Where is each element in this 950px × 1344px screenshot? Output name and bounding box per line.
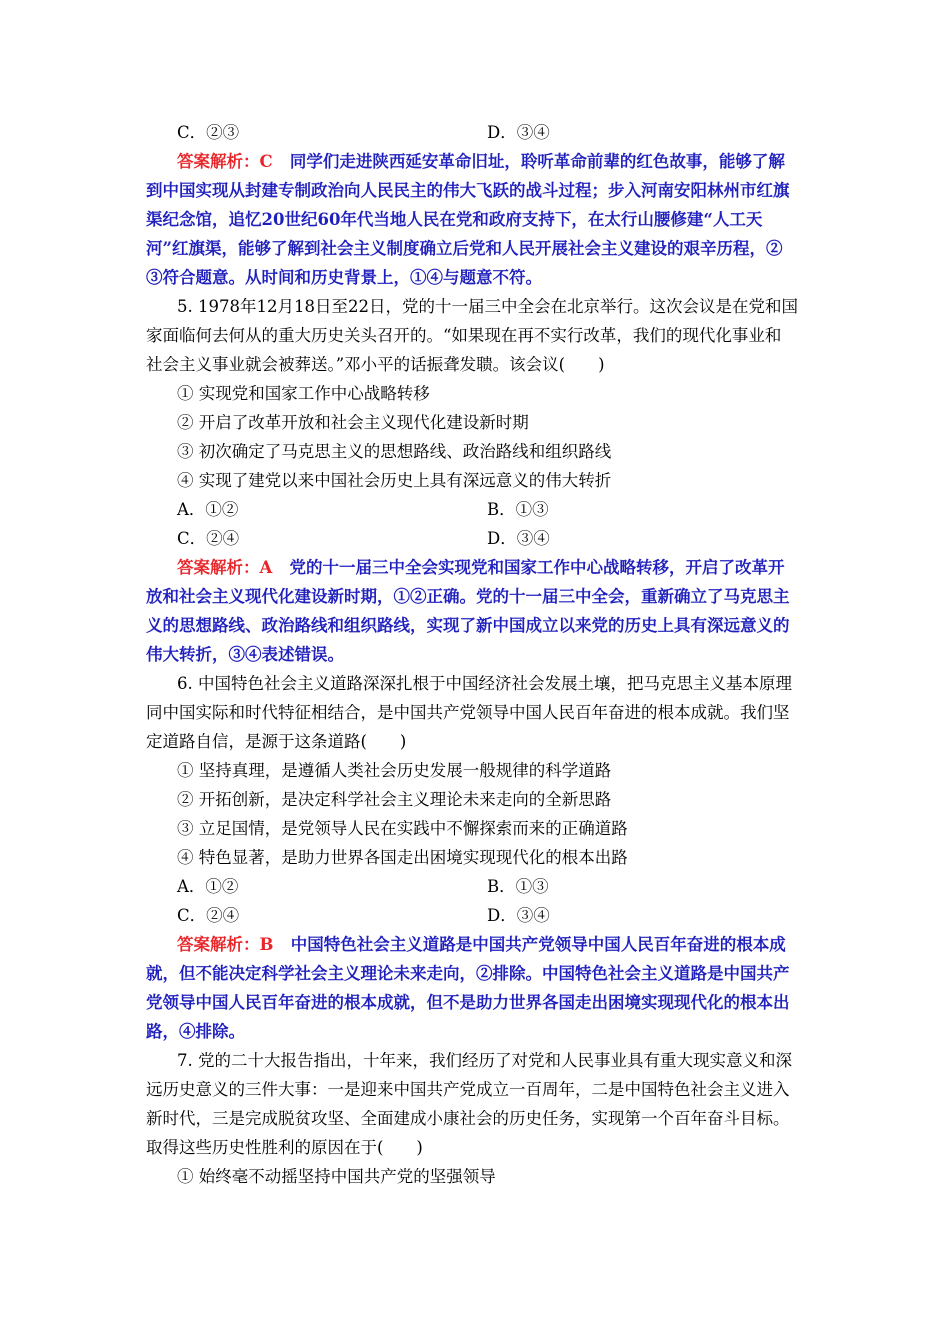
answer-line: ③符合题意。从时间和历史背景上，①④与题意不符。 xyxy=(146,268,542,287)
q6-stem xyxy=(146,669,808,756)
answer-line: 答案解析：B 中国特色社会主义道路是中国共产党领导中国人民百年奋进的根本成 xyxy=(177,935,786,954)
answer-line: 渠纪念馆，追忆20世纪60年代当地人民在党和政府支持下，在太行山腰修建“人工天 xyxy=(146,210,763,229)
q5-answer-explanation xyxy=(146,553,808,669)
stem-line: 定道路自信，是源于这条道路( ) xyxy=(146,732,407,751)
q6-item-2: ② 开拓创新，是决定科学社会主义理论未来走向的全新思路 xyxy=(177,790,612,809)
stem-line: 6. 中国特色社会主义道路深深扎根于中国经济社会发展土壤，把马克思主义基本原理 xyxy=(177,674,792,693)
q7-stem xyxy=(146,1046,808,1162)
q5-item-2: ② 开启了改革开放和社会主义现代化建设新时期 xyxy=(177,413,529,432)
q4-option-d[interactable]: D．③④ xyxy=(487,123,550,142)
q6-item-1: ① 坚持真理，是遵循人类社会历史发展一般规律的科学道路 xyxy=(177,761,612,780)
q6-option-b[interactable]: B．①③ xyxy=(487,877,549,896)
q5-option-a[interactable]: A．①② xyxy=(177,500,239,519)
stem-line: 7. 党的二十大报告指出，十年来，我们经历了对党和人民事业具有重大现实意义和深 xyxy=(177,1051,792,1070)
answer-line: 放和社会主义现代化建设新时期，①②正确。党的十一届三中全会，重新确立了马克思主 xyxy=(146,587,790,606)
q6-answer-explanation xyxy=(146,930,808,1046)
answer-line: 答案解析：C 同学们走进陕西延安革命旧址，聆听革命前辈的红色故事，能够了解 xyxy=(177,152,785,171)
q4-answer-explanation xyxy=(146,147,808,292)
stem-line: 5. 1978年12月18日至22日，党的十一届三中全会在北京举行。这次会议是在党和国 xyxy=(177,297,798,316)
q6-options-row-1 xyxy=(146,872,808,901)
q5-item-3: ③ 初次确定了马克思主义的思想路线、政治路线和组织路线 xyxy=(177,442,612,461)
q4-options-row-2 xyxy=(146,118,808,147)
q5-options-row-1 xyxy=(146,495,808,524)
q5-item-4: ④ 实现了建党以来中国社会历史上具有深远意义的伟大转折 xyxy=(177,471,612,490)
answer-line: 答案解析：A 党的十一届三中全会实现党和国家工作中心战略转移，开启了改革开 xyxy=(177,558,785,577)
q5-item-1: ① 实现党和国家工作中心战略转移 xyxy=(177,384,430,403)
q7-item-1: ① 始终毫不动摇坚持中国共产党的坚强领导 xyxy=(177,1167,496,1186)
stem-line: 同中国实际和时代特征相结合，是中国共产党领导中国人民百年奋进的根本成就。我们坚 xyxy=(146,703,790,722)
answer-line: 路，④排除。 xyxy=(146,1022,245,1041)
q5-options-row-2 xyxy=(146,524,808,553)
answer-line: 河”红旗渠，能够了解到社会主义制度确立后党和人民开展社会主义建设的艰辛历程，② xyxy=(146,239,783,258)
answer-label: 答案解析：C xyxy=(177,152,273,171)
q6-options-row-2 xyxy=(146,901,808,930)
q5-option-b[interactable]: B．①③ xyxy=(487,500,549,519)
page-content xyxy=(146,118,808,1191)
answer-line: 党领导中国人民百年奋进的根本成就，但不是助力世界各国走出困境实现现代化的根本出 xyxy=(146,993,790,1012)
q6-option-a[interactable]: A．①② xyxy=(177,877,239,896)
stem-line: 社会主义事业就会被葬送。”邓小平的话振聋发聩。该会议( ) xyxy=(146,355,605,374)
answer-line: 到中国实现从封建专制政治向人民民主的伟大飞跃的战斗过程；步入河南安阳林州市红旗 xyxy=(146,181,790,200)
q4-option-c[interactable]: C．②③ xyxy=(177,123,240,142)
stem-line: 新时代，三是完成脱贫攻坚、全面建成小康社会的历史任务，实现第一个百年奋斗目标。 xyxy=(146,1109,790,1128)
q6-item-4: ④ 特色显著，是助力世界各国走出困境实现现代化的根本出路 xyxy=(177,848,628,867)
answer-label: 答案解析：A xyxy=(177,558,273,577)
q6-option-d[interactable]: D．③④ xyxy=(487,906,550,925)
answer-label: 答案解析：B xyxy=(177,935,274,954)
stem-line: 远历史意义的三件大事：一是迎来中国共产党成立一百周年，二是中国特色社会主义进入 xyxy=(146,1080,790,1099)
answer-line: 伟大转折，③④表述错误。 xyxy=(146,645,344,664)
q5-option-c[interactable]: C．②④ xyxy=(177,529,240,548)
q6-item-3: ③ 立足国情，是党领导人民在实践中不懈探索而来的正确道路 xyxy=(177,819,628,838)
q6-option-c[interactable]: C．②④ xyxy=(177,906,240,925)
answer-line: 就，但不能决定科学社会主义理论未来走向，②排除。中国特色社会主义道路是中国共产 xyxy=(146,964,790,983)
q5-stem xyxy=(146,292,808,379)
answer-line: 义的思想路线、政治路线和组织路线，实现了新中国成立以来党的历史上具有深远意义的 xyxy=(146,616,790,635)
stem-line: 家面临何去何从的重大历史关头召开的。“如果现在再不实行改革，我们的现代化事业和 xyxy=(146,326,782,345)
q5-option-d[interactable]: D．③④ xyxy=(487,529,550,548)
stem-line: 取得这些历史性胜利的原因在于( ) xyxy=(146,1138,423,1157)
